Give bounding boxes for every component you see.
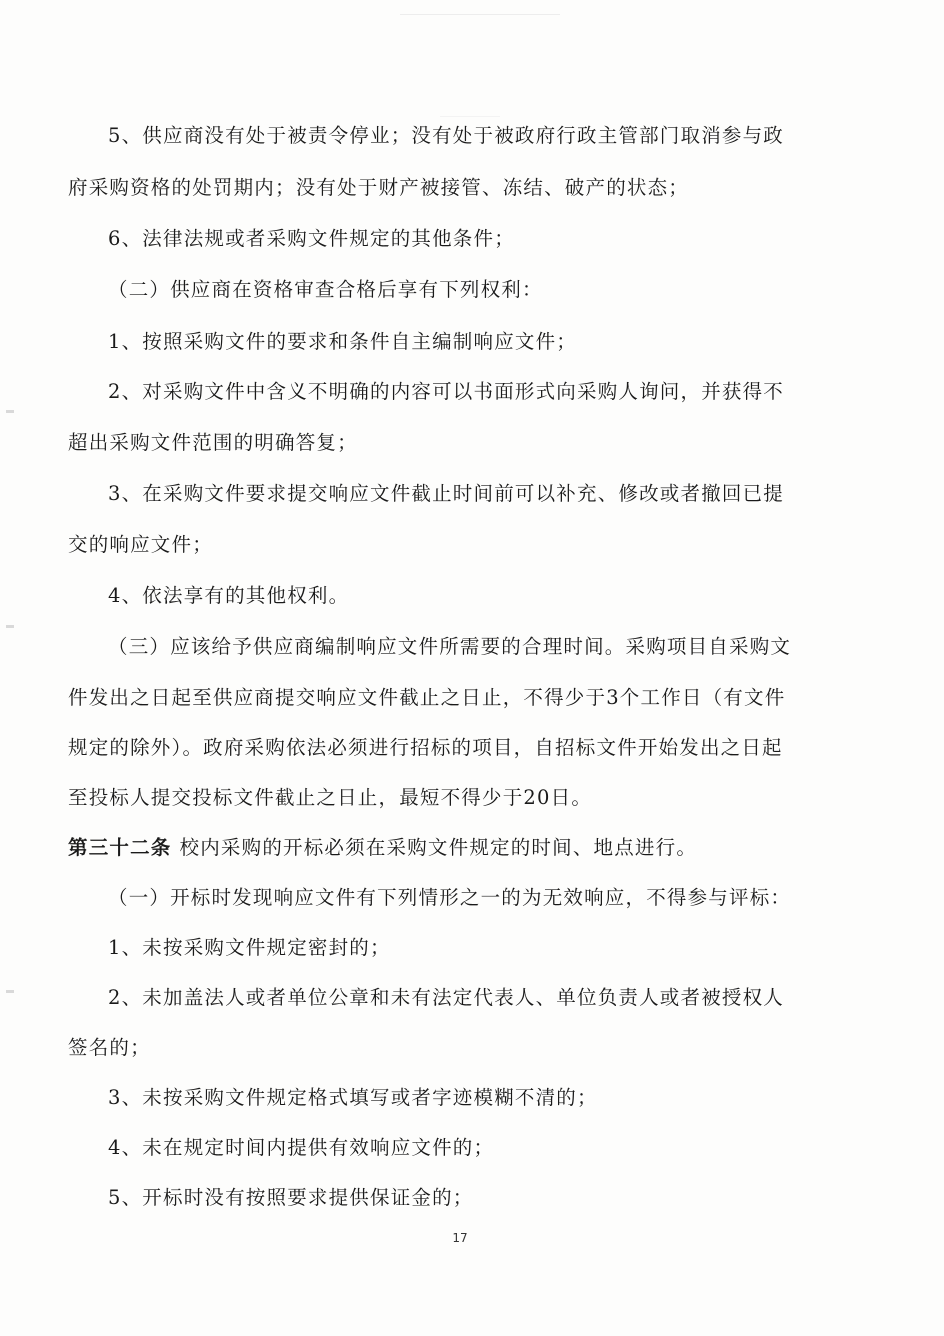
paragraph-line: 1、按照采购文件的要求和条件自主编制响应文件； (108, 330, 578, 353)
scan-edge-mark (6, 625, 14, 628)
paragraph-line: （一）开标时发现响应文件有下列情形之一的为无效响应，不得参与评标： (108, 886, 792, 909)
scan-edge-mark (6, 410, 14, 413)
scan-header-mark (400, 14, 560, 23)
article-text: 校内采购的开标必须在采购文件规定的时间、地点进行。 (179, 836, 698, 859)
paragraph-line: 6、法律法规或者采购文件规定的其他条件； (108, 227, 515, 250)
paragraph-line: 5、开标时没有按照要求提供保证金的； (108, 1186, 474, 1209)
paragraph-line: 府采购资格的处罚期内；没有处于财产被接管、冻结、破产的状态； (68, 176, 690, 199)
paragraph-line: 规定的除外）。政府采购依法必须进行招标的项目，自招标文件开始发出之日起 (68, 736, 783, 759)
paragraph-line: 签名的； (68, 1036, 151, 1059)
article-label: 第三十二条 (68, 836, 172, 859)
paragraph-line: 4、依法享有的其他权利。 (108, 584, 350, 607)
paragraph-line: 1、未按采购文件规定密封的； (108, 936, 391, 959)
paragraph-line: 3、未按采购文件规定格式填写或者字迹模糊不清的； (108, 1086, 598, 1109)
paragraph-line: 至投标人提交投标文件截止之日止，最短不得少于20日。 (68, 786, 593, 809)
paragraph-line: 2、对采购文件中含义不明确的内容可以书面形式向采购人询问，并获得不 (108, 380, 785, 403)
page-number: 17 (452, 1231, 468, 1245)
scan-edge-mark (6, 990, 14, 993)
paragraph-line: 超出采购文件范围的明确答复； (68, 431, 358, 454)
paragraph-line: （二）供应商在资格审查合格后享有下列权利： (108, 278, 543, 301)
article-heading-line (68, 836, 697, 860)
paragraph-line: 交的响应文件； (68, 533, 213, 556)
paragraph-line: 4、未在规定时间内提供有效响应文件的； (108, 1136, 495, 1159)
paragraph-line: 2、未加盖法人或者单位公章和未有法定代表人、单位负责人或者被授权人 (108, 986, 785, 1009)
scan-header-mark-2 (440, 116, 500, 121)
paragraph-line: 件发出之日起至供应商提交响应文件截止之日止，不得少于3个工作日（有文件 (68, 686, 786, 709)
paragraph-line: 5、供应商没有处于被责令停业；没有处于被政府行政主管部门取消参与政 (108, 124, 785, 147)
paragraph-line: 3、在采购文件要求提交响应文件截止时间前可以补充、修改或者撤回已提 (108, 482, 785, 505)
paragraph-line: （三）应该给予供应商编制响应文件所需要的合理时间。采购项目自采购文 (108, 635, 792, 658)
